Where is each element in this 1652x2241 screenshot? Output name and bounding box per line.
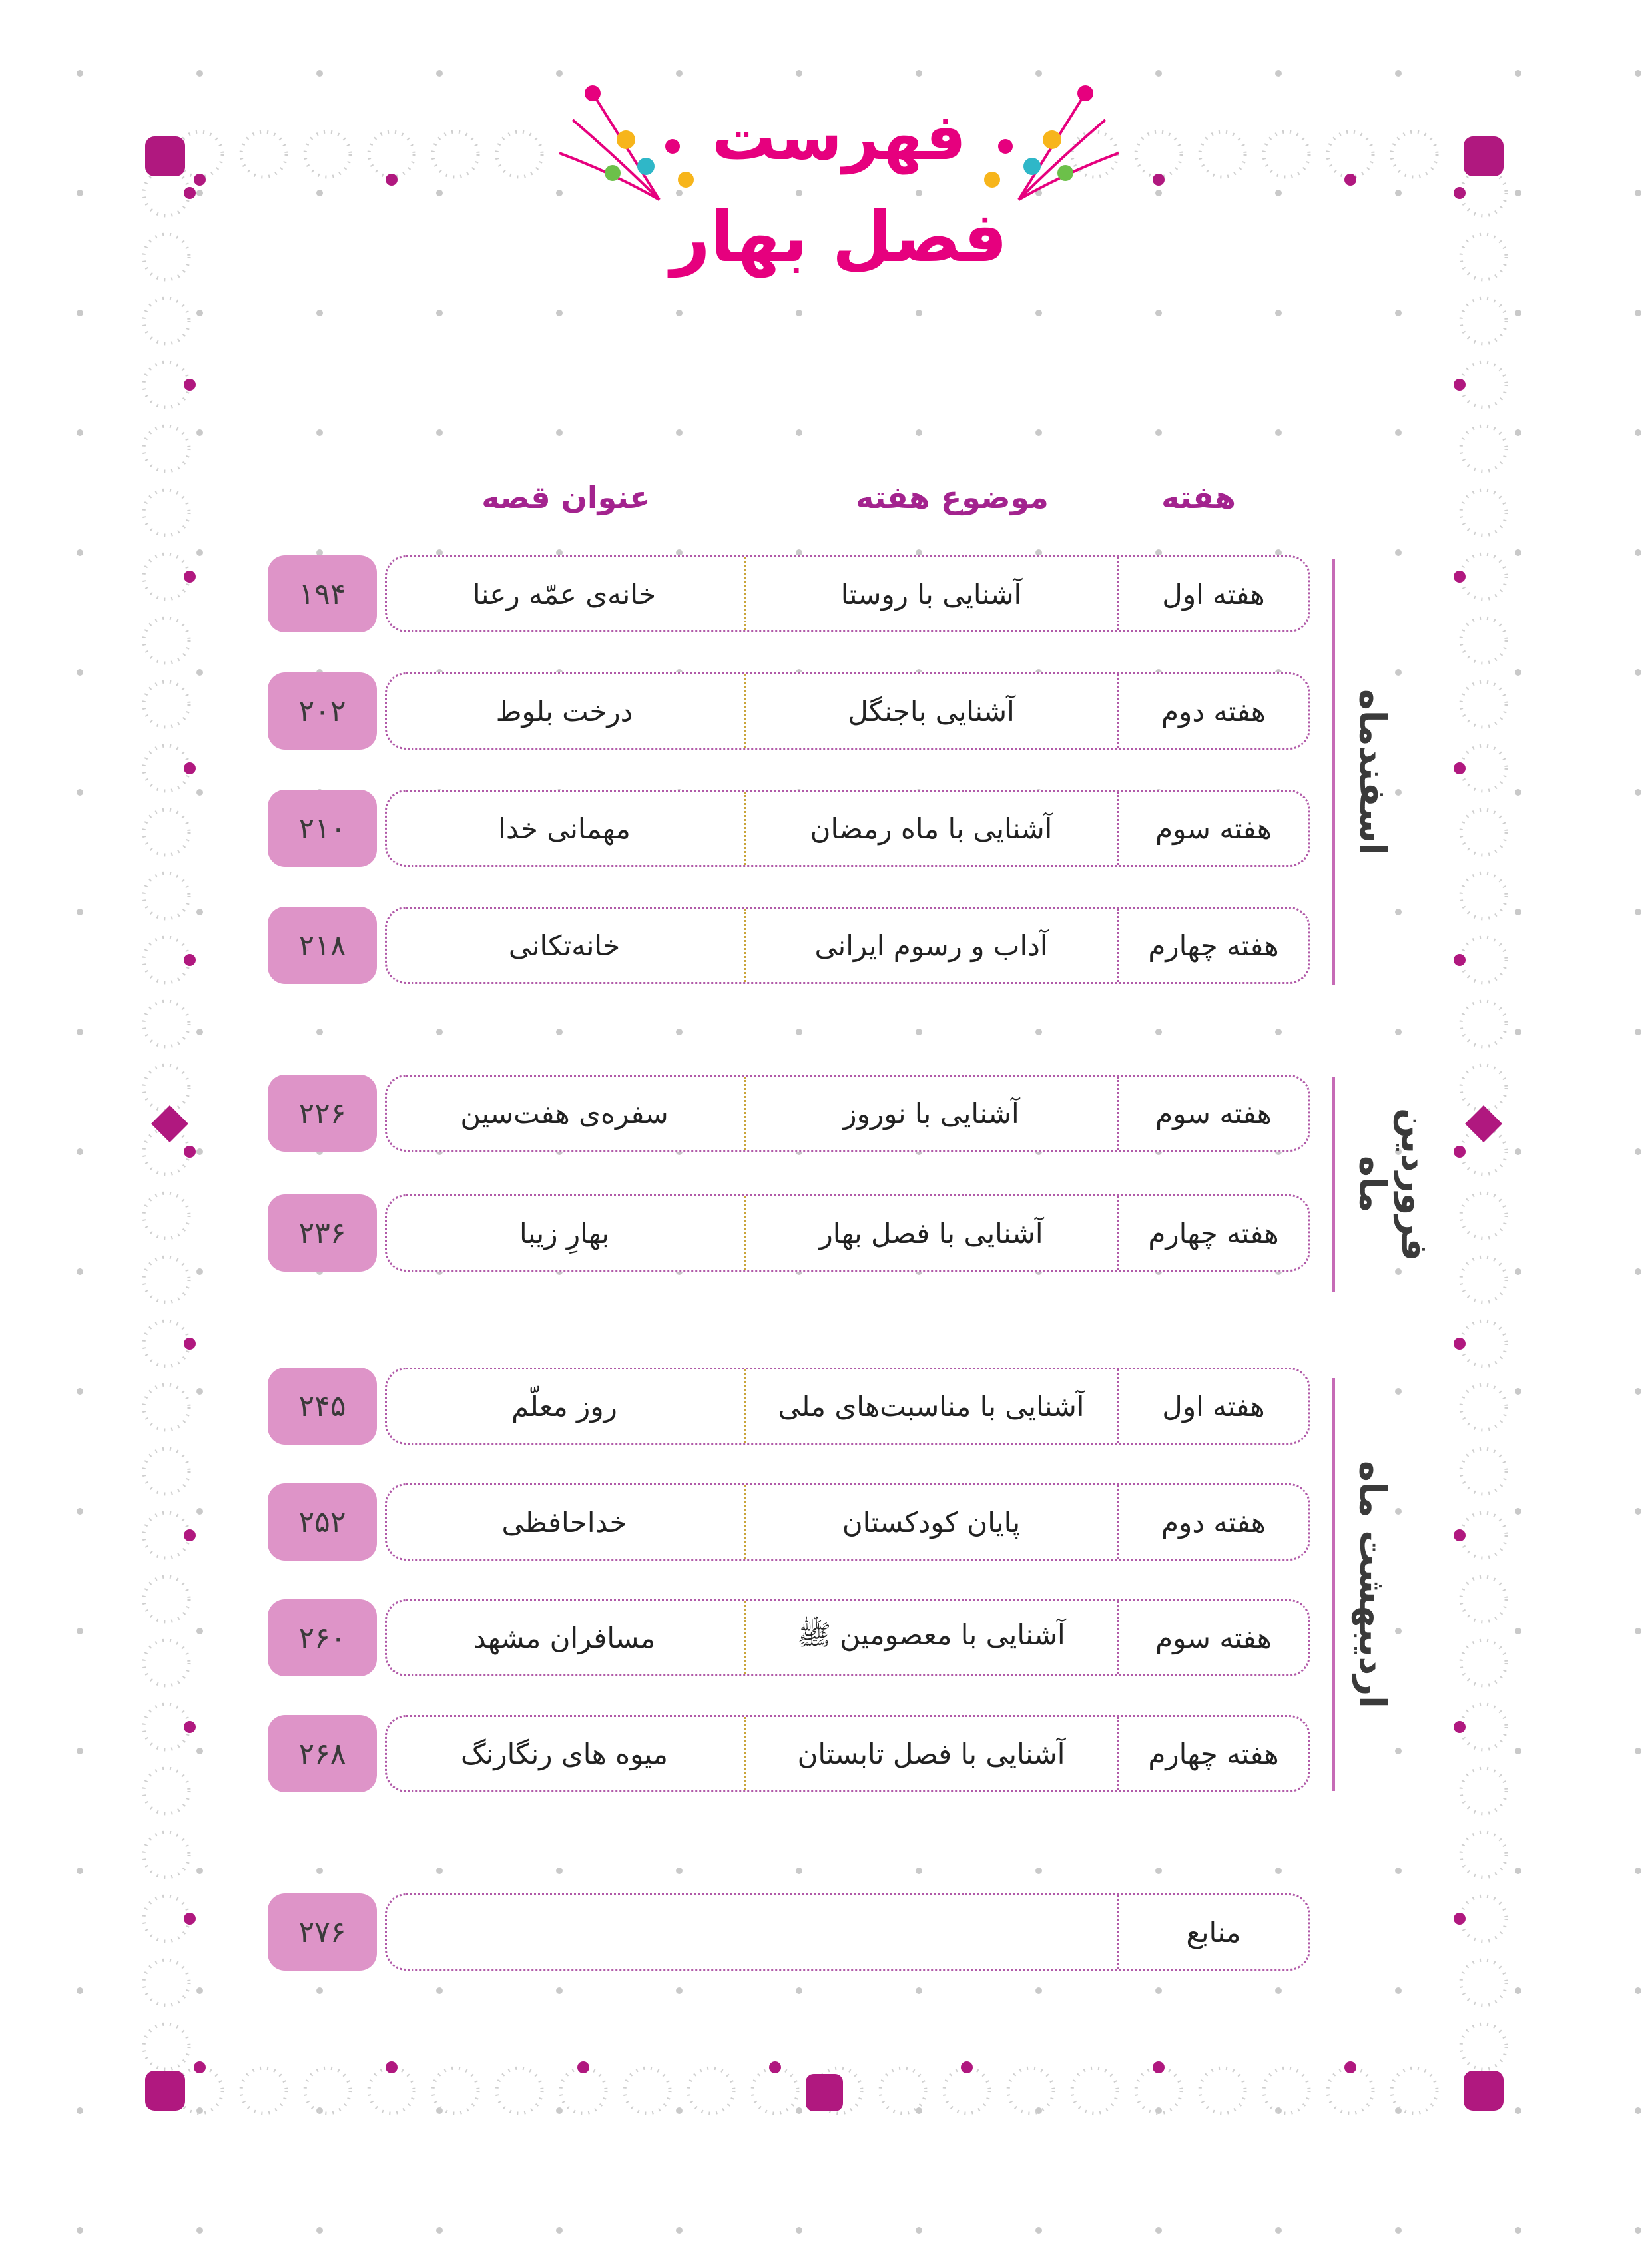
week-cell: هفته سوم — [1155, 812, 1272, 845]
corner-ornament-bottom-right — [1464, 2071, 1504, 2111]
story-cell: درخت بلوط — [385, 674, 746, 748]
column-header-week: هفته — [1161, 479, 1236, 515]
column-header-topic: موضوع هفته — [856, 479, 1049, 515]
group-label-ordibehesht: اردیبهشت ماه — [1352, 1461, 1394, 1708]
topic-cell: آشنایی با فصل بهار — [746, 1196, 1119, 1270]
group-label-esfand: اسفندماه — [1352, 689, 1394, 856]
sources-row — [385, 1893, 1310, 1971]
table-row — [385, 1075, 1310, 1152]
topic-cell: آشنایی با ماه رمضان — [746, 792, 1119, 865]
table-row — [385, 1715, 1310, 1792]
week-cell: هفته چهارم — [1148, 929, 1279, 962]
table-row — [385, 1368, 1310, 1445]
topic-cell: آشنایی با مناسبت‌های ملی — [746, 1370, 1119, 1443]
sources-label: منابع — [1186, 1915, 1241, 1949]
table-row — [385, 790, 1310, 867]
story-cell: خداحافظی — [385, 1485, 746, 1559]
topic-cell: پایان کودکستان — [746, 1485, 1119, 1559]
topic-cell: آشنایی با معصومین ﷺ — [746, 1601, 1119, 1674]
table-row — [385, 907, 1310, 984]
page-number-badge[interactable]: ۲۲۶ — [268, 1075, 377, 1152]
story-cell: مهمانی خدا — [385, 792, 746, 865]
title-fehrest: فهرست — [712, 100, 966, 174]
table-row — [385, 555, 1310, 632]
page-number-badge[interactable]: ۲۱۸ — [268, 907, 377, 984]
topic-cell: آشنایی با نوروز — [746, 1077, 1119, 1150]
page-number-badge[interactable]: ۲۵۲ — [268, 1483, 377, 1561]
sources-empty-cell — [383, 1895, 1119, 1969]
topic-cell: آداب و رسوم ایرانی — [746, 909, 1119, 982]
page-number-badge[interactable]: ۱۹۴ — [268, 555, 377, 632]
bottom-center-ornament — [806, 2074, 843, 2111]
story-cell: بهارِ زیبا — [385, 1196, 746, 1270]
table-row — [385, 1194, 1310, 1272]
page-number-badge[interactable]: ۲۶۸ — [268, 1715, 377, 1792]
week-cell: هفته اول — [1162, 1389, 1265, 1423]
table-row — [385, 1483, 1310, 1561]
page-header — [533, 73, 1145, 293]
topic-cell: آشنایی با فصل تابستان — [746, 1717, 1119, 1790]
corner-ornament-top-left — [145, 136, 185, 176]
page-number-badge[interactable]: ۲۰۲ — [268, 672, 377, 750]
story-cell: خانه‌تکانی — [385, 909, 746, 982]
group-divider-line — [1332, 559, 1335, 985]
topic-cell: آشنایی باجنگل — [746, 674, 1119, 748]
story-cell: خانه‌ی عمّه رعنا — [385, 557, 746, 630]
topic-cell: آشنایی با روستا — [746, 557, 1119, 630]
column-header-story: عنوان قصه — [481, 479, 651, 515]
page-number-badge[interactable]: ۲۴۵ — [268, 1368, 377, 1445]
group-divider-line — [1332, 1378, 1335, 1791]
right-center-ornament — [1465, 1105, 1502, 1142]
group-divider-line — [1332, 1077, 1335, 1292]
story-cell: میوه های رنگارنگ — [385, 1717, 746, 1790]
group-label-farvardin: فروردین ماه — [1352, 1107, 1436, 1262]
table-row — [385, 1599, 1310, 1676]
week-cell: هفته دوم — [1161, 1505, 1266, 1539]
page-number-badge[interactable]: ۲۱۰ — [268, 790, 377, 867]
story-cell: سفره‌ی هفت‌سین — [385, 1077, 746, 1150]
page-number-badge[interactable]: ۲۳۶ — [268, 1194, 377, 1272]
week-cell: هفته چهارم — [1148, 1737, 1279, 1770]
week-cell: هفته سوم — [1155, 1097, 1272, 1130]
week-cell: هفته دوم — [1161, 694, 1266, 728]
corner-ornament-top-right — [1464, 136, 1504, 176]
story-cell: مسافران مشهد — [385, 1601, 746, 1674]
week-cell: هفته سوم — [1155, 1621, 1272, 1654]
week-cell: هفته اول — [1162, 577, 1265, 611]
week-cell: هفته چهارم — [1148, 1216, 1279, 1250]
table-row — [385, 672, 1310, 750]
story-cell: روز معلّم — [385, 1370, 746, 1443]
page-number-badge[interactable]: ۲۶۰ — [268, 1599, 377, 1676]
corner-ornament-bottom-left — [145, 2071, 185, 2111]
title-fasl-bahar: فصل بهار — [670, 196, 1008, 278]
sources-page-number-badge[interactable]: ۲۷۶ — [268, 1893, 377, 1971]
